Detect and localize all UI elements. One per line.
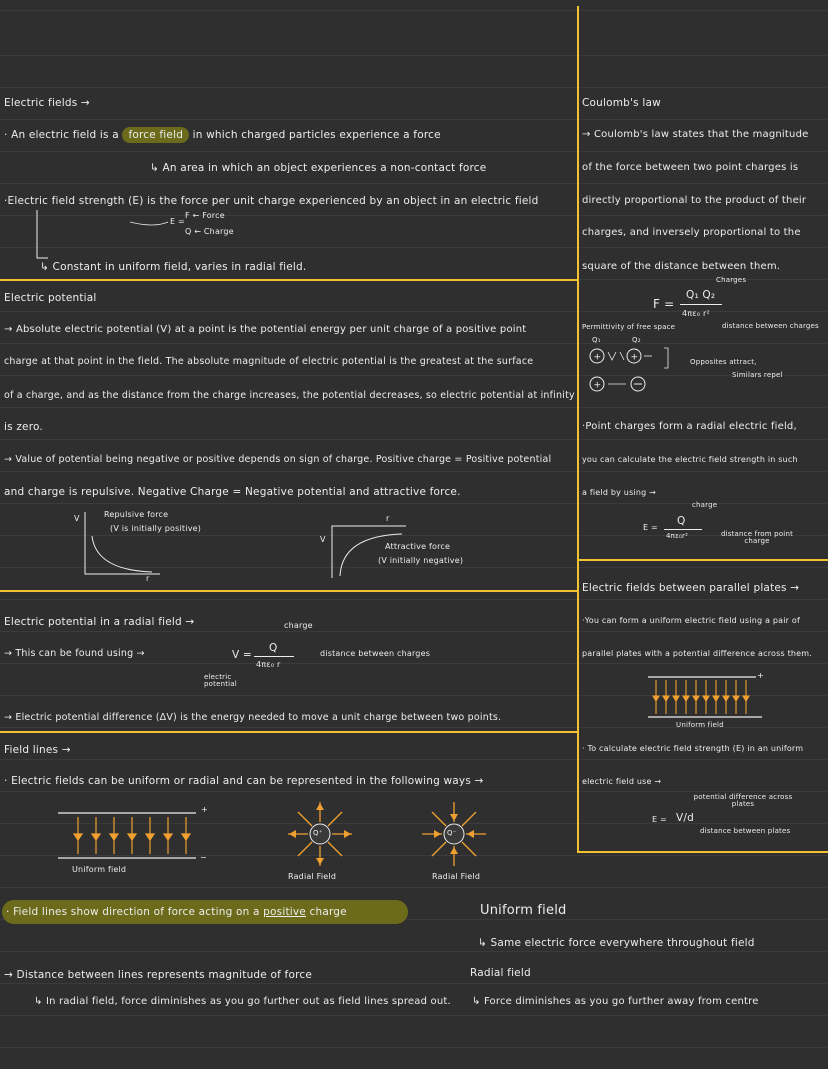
uniform-minus: − [200,853,207,862]
ef-line4: ↳ Constant in uniform field, varies in radial field. [40,261,307,273]
parallel-note-pd: potential difference across plates [693,793,793,808]
uniform-plus: + [201,805,208,814]
coulomb-p2: you can calculate the electric field strength in such [582,455,798,464]
svg-text:+: + [593,352,602,363]
bottom-hl-text [6,907,347,918]
parallel-line3: · To calculate electric field strength (E) in an uniform [582,744,804,753]
coulomb-note-perm: Permittivity of free space [582,323,676,331]
parallel-plates-diagram [646,671,766,722]
radial-charge-positive: Q⁺ [313,829,323,837]
uniform-label: Uniform field [72,865,127,874]
ef-bracket [34,208,174,264]
parallel-line1: ·You can form a uniform electric field using a pair of [582,616,800,625]
coulomb-e-bar [664,529,702,530]
bottom-r3: Radial field [470,967,531,979]
graph2-attractive [328,520,408,580]
fl-heading: Field lines → [4,744,71,756]
bottom-hl-positive: positive [263,906,306,918]
coulomb-line5: square of the distance between them. [582,261,781,272]
coulomb-num: Q₁ Q₂ [686,289,716,301]
radial-note-dist: distance between charges [320,649,431,658]
graph2-x-label: r [386,514,390,523]
uniform-field-diagram [56,810,206,862]
radial-heading: Electric potential in a radial field → [4,616,195,628]
graph1-y-label: V [74,514,80,523]
svg-text:+: + [593,380,602,391]
fl-line1: · Electric fields can be uniform or radial and can be represented in the following ways → [4,775,484,787]
parallel-plus: + [757,671,764,680]
graph1-repulsive [82,510,162,576]
parallel-heading: Electric fields between parallel plates → [582,582,800,594]
coulomb-e-charge: charge [692,501,718,509]
parallel-uniform: Uniform field [676,721,724,729]
ef-line1-end: in which charged particles experience a force [192,129,441,141]
radial-note-charge: charge [284,621,313,630]
coulomb-charge-diagram [586,344,686,398]
coulomb-similars: Similars repel [732,371,783,379]
radial-note-ep: electric potential [204,673,237,688]
graph1-x-label: r [146,574,150,583]
coulomb-den: 4πε₀ r² [682,309,710,318]
divider-radial [0,731,578,733]
bottom-line2: ↳ In radial field, force diminishes as you go further out as field lines spread out. [34,996,451,1007]
vertical-divider [577,6,579,853]
graph1-note: (V is initially positive) [110,524,202,533]
parallel-lhs: E = [652,815,667,824]
coulomb-e-den: 4πε₀r² [666,532,689,540]
radial-num: Q [269,642,278,654]
divider-ef [0,279,578,281]
parallel-line4: electric field use → [582,777,662,786]
divider-parallel [578,851,828,853]
ef-line1 [4,130,441,141]
coulomb-note-charges: Charges [716,276,747,284]
coulomb-q1: Q₁ [592,336,601,344]
ef-line2: ↳ An area in which an object experiences a non-contact force [150,162,487,174]
coulomb-p3: a field by using → [582,488,657,497]
radial-line2: → Electric potential difference (ΔV) is the energy needed to move a unit charge between two points. [4,712,502,723]
radial-fraction-bar [254,656,294,657]
coulomb-opposites: Opposites attract, [690,358,757,366]
divider-coulomb [578,559,828,561]
ep-line1: → Absolute electric potential (V) at a point is the potential energy per unit charge of a positive point [4,324,527,335]
ef-fraction-top: F ← Force [185,211,225,220]
divider-ep [0,590,578,592]
bottom-r2: ↳ Same electric force everywhere throughout field [478,937,755,949]
ef-fraction-lhs: E = [170,217,185,226]
bottom-hl-start: · Field lines show direction of force acting on a [6,906,260,918]
radial-lhs: V = [232,649,252,661]
ep-line2: charge at that point in the field. The absolute magnitude of electric potential is the greatest at the surface [4,356,534,367]
ef-heading: Electric fields → [4,97,90,109]
coulomb-line1: → Coulomb's law states that the magnitude [582,129,809,140]
parallel-line2: parallel plates with a potential difference across them. [582,649,813,658]
ep-heading: Electric potential [4,292,97,304]
radial-line1: → This can be found using → [4,648,145,659]
svg-text:+: + [630,352,639,363]
coulomb-lhs: F = [653,297,675,311]
coulomb-note-dist: distance between charges [722,322,819,330]
bottom-r4: ↳ Force diminishes as you go further away from centre [472,996,759,1007]
bottom-hl-end: charge [309,906,347,918]
ef-line1-start: · An electric field is a [4,129,119,141]
ef-highlight-force-field: force field [122,127,189,143]
coulomb-line4: charges, and inversely proportional to the [582,227,801,238]
ep-line5: → Value of potential being negative or positive depends on sign of charge. Positive charge = Positive potential [4,454,552,465]
bottom-r1: Uniform field [480,903,567,918]
coulomb-e-num: Q [677,515,686,527]
coulomb-line3: directly proportional to the product of their [582,195,807,206]
ep-line6: and charge is repulsive. Negative Charge = Negative potential and attractive force. [4,486,461,498]
ef-line3: ·Electric field strength (E) is the force per unit charge experienced by an object in an electric field [4,195,539,207]
ef-fraction-bottom: Q ← Charge [185,227,234,236]
graph2-label: Attractive force [385,542,451,551]
coulomb-fraction-bar [680,304,722,305]
bottom-line1: → Distance between lines represents magnitude of force [4,969,312,981]
parallel-note-dist: distance between plates [700,827,791,835]
parallel-frac: V/d [676,812,694,824]
coulomb-e-lhs: E = [643,523,658,532]
coulomb-e-dist: distance from point charge [720,530,794,545]
radial-label-2: Radial Field [432,872,481,881]
radial-label-1: Radial Field [288,872,337,881]
radial-den: 4πε₀ r [256,660,281,669]
radial-charge-negative: Q⁻ [447,829,457,837]
graph1-label: Repulsive force [104,510,169,519]
ep-line3: of a charge, and as the distance from the charge increases, the potential decreases, so electric potential at infinity [4,390,575,401]
graph2-y-label: V [320,535,326,544]
coulomb-q2: Q₂ [632,336,641,344]
ep-line4: is zero. [4,421,43,433]
coulomb-heading: Coulomb's law [582,97,661,109]
coulomb-p1: ·Point charges form a radial electric field, [582,421,797,432]
coulomb-line2: of the force between two point charges is [582,162,799,173]
graph2-note: (V initially negative) [378,556,464,565]
